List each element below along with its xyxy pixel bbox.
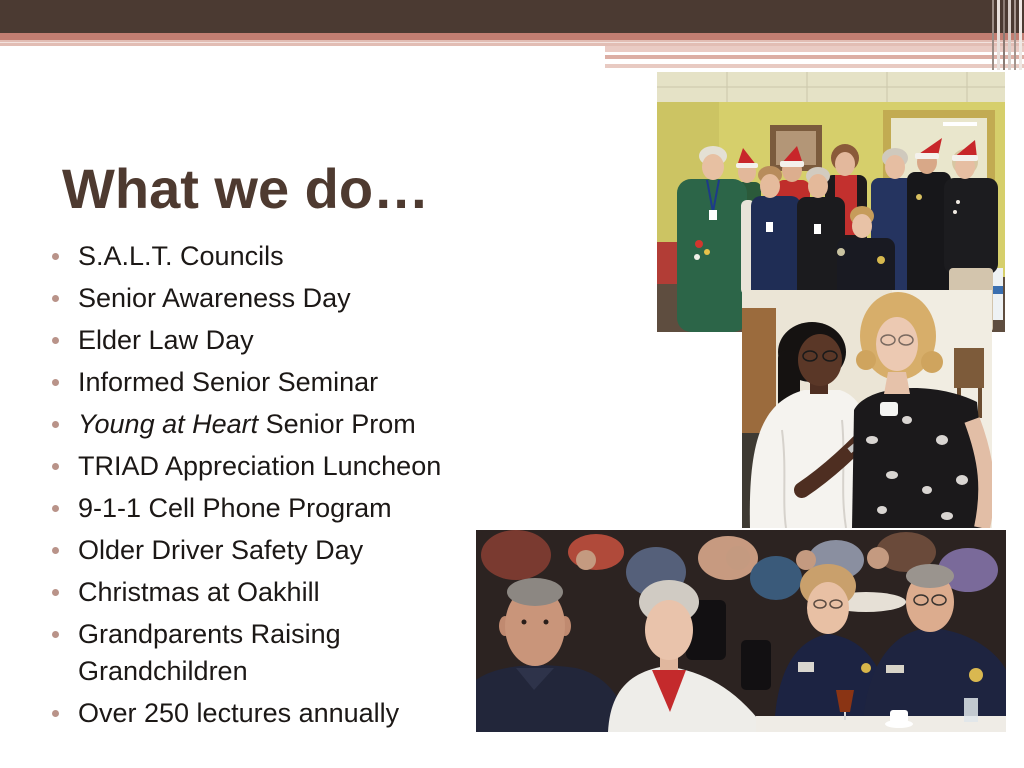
face — [807, 582, 849, 634]
hair-curl — [856, 350, 876, 370]
decor-line — [605, 46, 1024, 52]
badge — [814, 224, 821, 234]
decor-line — [605, 55, 1024, 59]
ceiling-light — [943, 122, 977, 126]
bullet-item — [0, 238, 478, 275]
blurred-guest — [750, 556, 802, 600]
bullet-dot — [52, 631, 59, 638]
face — [876, 317, 918, 371]
bullet-text: Senior Awareness Day — [78, 283, 351, 313]
flower-print — [886, 471, 898, 479]
face — [760, 174, 780, 198]
slide-title: What we do… — [62, 157, 430, 220]
flower-print — [956, 475, 968, 485]
face — [885, 155, 905, 179]
bullet-text: Grandparents Raising Grandchildren — [78, 619, 341, 686]
flower-print — [866, 436, 878, 444]
ornament — [695, 240, 703, 248]
name-tag — [886, 665, 904, 673]
flower-print — [902, 416, 912, 424]
blurred-face — [726, 546, 750, 570]
badge — [877, 256, 885, 264]
header-bar — [0, 0, 1024, 33]
bullet-item — [0, 406, 478, 443]
bullet-text: TRIAD Appreciation Luncheon — [78, 451, 442, 481]
bullet-dot — [52, 710, 59, 717]
header-thin-line — [0, 42, 1024, 43]
neck — [884, 372, 910, 394]
glass-stem — [844, 712, 846, 720]
header-right-decoration — [605, 46, 1024, 69]
hat-brim — [915, 153, 939, 159]
eye — [522, 620, 527, 625]
flower-print — [877, 506, 887, 514]
ornament — [694, 254, 700, 260]
bullet-text: Elder Law Day — [78, 325, 254, 355]
bullet-text: Older Driver Safety Day — [78, 535, 364, 565]
bullet-item — [0, 322, 478, 359]
bullet-dot — [52, 547, 59, 554]
bullet-item — [0, 695, 478, 732]
bullet-dot — [52, 253, 59, 260]
bullet-item — [0, 616, 478, 690]
bullet-dot — [52, 589, 59, 596]
eye — [544, 620, 549, 625]
vertical-stripe — [1019, 0, 1022, 70]
ornament — [704, 249, 710, 255]
face — [645, 600, 693, 660]
water-glass — [964, 698, 978, 722]
hat-brim — [736, 163, 758, 168]
name-tag — [798, 662, 814, 672]
coffee-cup — [890, 710, 908, 723]
face — [852, 214, 872, 238]
vertical-stripe — [997, 0, 1000, 70]
badge — [916, 194, 922, 200]
body — [944, 178, 998, 274]
blurred-guest — [481, 530, 551, 580]
bullet-dot — [52, 505, 59, 512]
bullet-text: S.A.L.T. Councils — [78, 241, 284, 271]
logo-patch — [969, 668, 983, 682]
vertical-stripe — [1008, 0, 1011, 70]
bullet-text: Christmas at Oakhill — [78, 577, 320, 607]
hat-brim — [952, 155, 978, 161]
bullet-dot — [52, 337, 59, 344]
hair — [507, 578, 563, 606]
bullet-list — [0, 238, 478, 737]
bullet-item — [0, 490, 478, 527]
bullet-text: Over 250 lectures annually — [78, 698, 400, 728]
badge — [766, 222, 773, 232]
bullet-item — [0, 364, 478, 401]
blurred-guest — [568, 534, 624, 570]
bullet-dot — [52, 421, 59, 428]
vertical-stripe — [1014, 0, 1016, 70]
bullet-dot — [52, 379, 59, 386]
chair — [954, 348, 984, 388]
bullet-dot — [52, 463, 59, 470]
header-accent-stripe — [0, 33, 1024, 40]
hair — [906, 564, 954, 588]
sweater-decoration — [953, 210, 957, 214]
hair-curl — [921, 351, 943, 373]
shoulder-patch — [837, 248, 845, 256]
emblem — [861, 663, 871, 673]
bullet-item — [0, 448, 478, 485]
vertical-stripe — [1003, 0, 1005, 70]
held-card — [880, 402, 898, 416]
chair-leg — [978, 388, 982, 418]
bullet-item — [0, 574, 478, 611]
bullet-text: Informed Senior Seminar — [78, 367, 379, 397]
hat-brim — [780, 161, 804, 167]
flower-print — [936, 435, 948, 445]
vertical-stripe — [992, 0, 994, 70]
flower-print — [941, 512, 953, 520]
bullet-dot — [52, 295, 59, 302]
photo-dinner-group — [476, 530, 1006, 732]
bullet-item — [0, 280, 478, 317]
chair — [741, 640, 771, 690]
face — [702, 154, 724, 180]
photo-two-women — [742, 290, 992, 528]
bullet-text: Senior Prom — [258, 409, 416, 439]
sweater-decoration — [956, 200, 960, 204]
face — [808, 174, 828, 198]
bullet-text-italic: Young at Heart — [78, 409, 259, 439]
blurred-face — [796, 550, 816, 570]
bottle-label — [993, 286, 1003, 294]
flower-print — [922, 486, 932, 494]
decor-line — [605, 64, 1024, 68]
face — [835, 152, 855, 176]
floral-dress — [852, 388, 990, 528]
header-vertical-stripes — [988, 0, 1024, 70]
bullet-item — [0, 532, 478, 569]
blurred-face — [576, 550, 596, 570]
blurred-face — [867, 547, 889, 569]
bullet-text: 9-1-1 Cell Phone Program — [78, 493, 392, 523]
badge — [709, 210, 717, 220]
